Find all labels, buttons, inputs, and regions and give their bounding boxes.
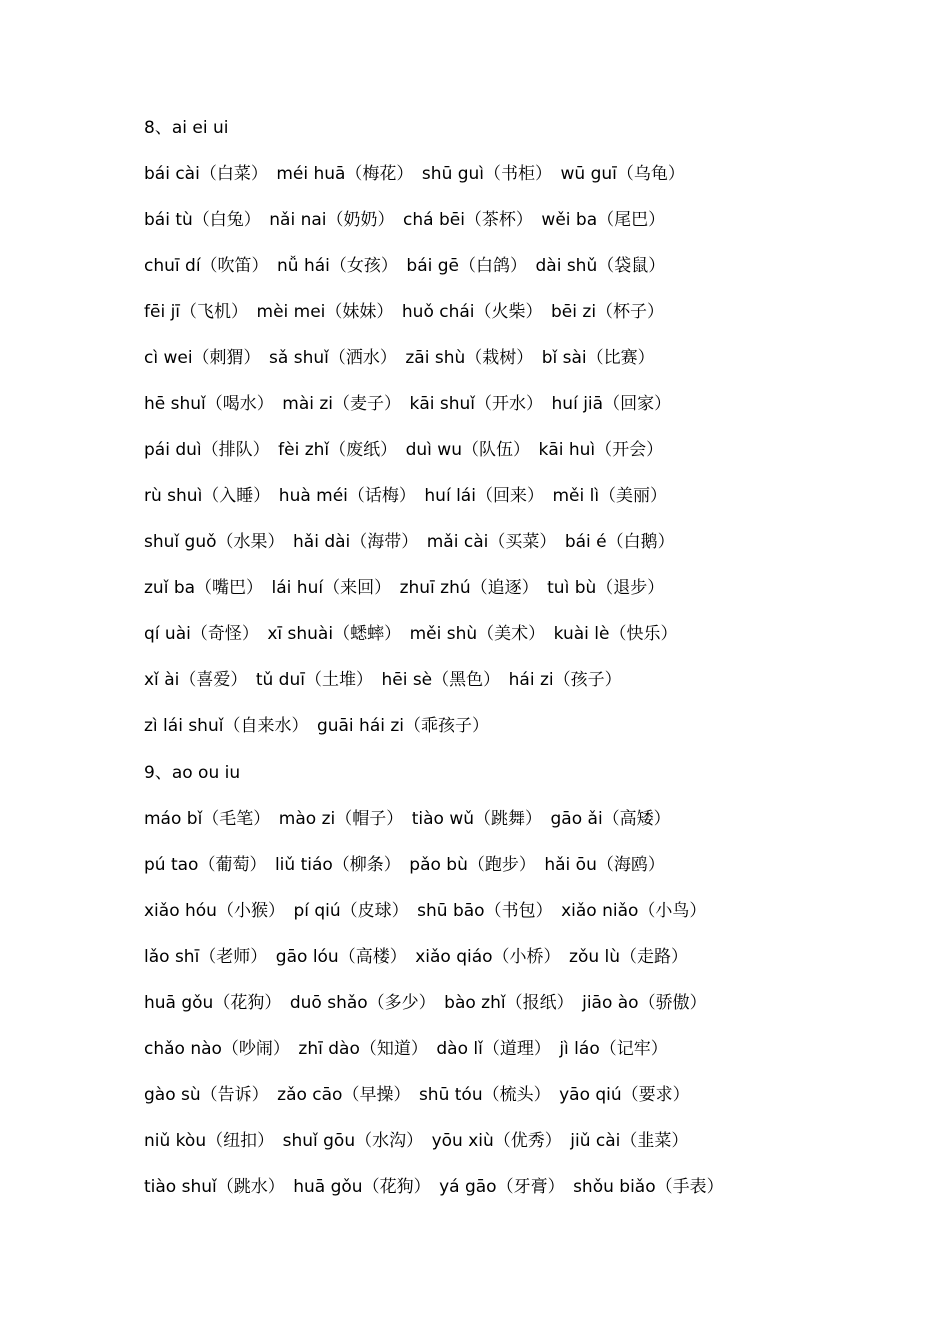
text-line: xǐ ài（喜爱） tǔ duī（土堆） hēi sè（黑色） hái zi（孩子） [144, 670, 622, 690]
text-line: pái duì（排队） fèi zhǐ（废纸） duì wu（队伍） kāi huì（开会） [144, 440, 664, 460]
text-line: tiào shuǐ（跳水） huā gǒu（花狗） yá gāo（牙膏） shǒu biǎo（手表） [144, 1177, 724, 1197]
text-line: huā gǒu（花狗） duō shǎo（多少） bào zhǐ（报纸） jiāo ào（骄傲） [144, 993, 707, 1013]
text-line: rù shuì（入睡） huà méi（话梅） huí lái（回来） měi lì（美丽） [144, 486, 668, 506]
text-line: pú tao（葡萄） liǔ tiáo（柳条） pǎo bù（跑步） hǎi ōu（海鸥） [144, 855, 665, 875]
text-line: xiǎo hóu（小猴） pí qiú（皮球） shū bāo（书包） xiǎo niǎo（小鸟） [144, 901, 707, 921]
text-line: chǎo nào（吵闹） zhī dào（知道） dào lǐ（道理） jì láo（记牢） [144, 1039, 668, 1059]
text-line: chuī dí（吹笛） nǚ hái（女孩） bái gē（白鸽） dài shǔ（袋鼠） [144, 256, 666, 276]
text-line: bái tù（白兔） nǎi nai（奶奶） chá bēi（茶杯） wěi ba（尾巴） [144, 210, 666, 230]
text-line: zì lái shuǐ（自来水） guāi hái zi（乖孩子） [144, 716, 490, 736]
section-heading-ao-ou-iu: 9、ao ou iu [144, 763, 241, 783]
text-line: qí uài（奇怪） xī shuài（蟋蟀） měi shù（美术） kuài lè（快乐） [144, 624, 678, 644]
text-line: máo bǐ（毛笔） mào zi（帽子） tiào wǔ（跳舞） gāo ǎi（高矮） [144, 809, 671, 829]
text-line: hē shuǐ（喝水） mài zi（麦子） kāi shuǐ（开水） huí jiā（回家） [144, 394, 672, 414]
text-line: niǔ kòu（纽扣） shuǐ gōu（水沟） yōu xiù（优秀） jiǔ cài（韭菜） [144, 1131, 689, 1151]
text-line: cì wei（刺猬） sǎ shuǐ（洒水） zāi shù（栽树） bǐ sài（比赛） [144, 348, 655, 368]
text-line: bái cài（白菜） méi huā（梅花） shū guì（书柜） wū guī（乌龟） [144, 164, 685, 184]
text-line: gào sù（告诉） zǎo cāo（早操） shū tóu（梳头） yāo qiú（要求） [144, 1085, 690, 1105]
section-heading-ai-ei-ui: 8、ai ei ui [144, 118, 229, 138]
text-line: zuǐ ba（嘴巴） lái huí（来回） zhuī zhú（追逐） tuì bù（退步） [144, 578, 665, 598]
text-line: lǎo shī（老师） gāo lóu（高楼） xiǎo qiáo（小桥） zǒu lù（走路） [144, 947, 689, 967]
text-line: shuǐ guǒ（水果） hǎi dài（海带） mǎi cài（买菜） bái é（白鹅） [144, 532, 675, 552]
text-line: fēi jī（飞机） mèi mei（妹妹） huǒ chái（火柴） bēi zi（杯子） [144, 302, 665, 322]
